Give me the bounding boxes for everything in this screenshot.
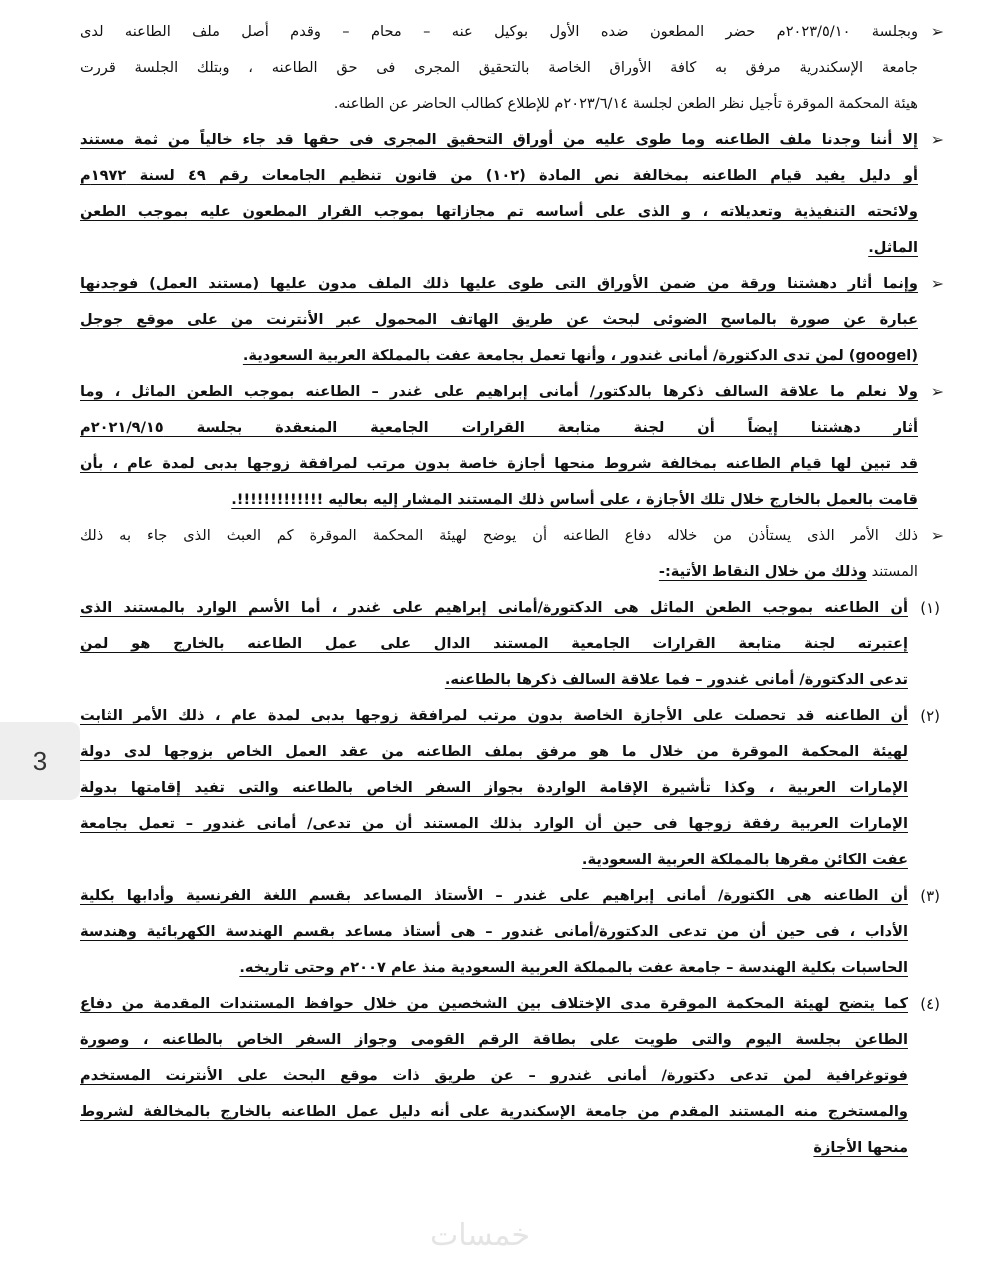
page-number-tab[interactable] xyxy=(0,722,80,800)
arrow-bullet-icon: ➢ xyxy=(930,130,944,149)
arrow-bullet-icon: ➢ xyxy=(930,22,944,41)
text-line xyxy=(80,302,918,338)
point-number: (١) xyxy=(920,599,940,617)
text-line xyxy=(80,698,908,734)
text-line xyxy=(80,158,918,194)
bullet-paragraph xyxy=(80,266,944,374)
line-text: ذلك الأمر الذى يستأذن من خلاله دفاع الطاعنه أن يوضح لهيئة المحكمة الموقرة كم العبث الذى جاء به ذلك xyxy=(80,527,918,544)
text-line xyxy=(80,1058,908,1094)
line-text: ولا نعلم ما علاقة السالف ذكرها بالدكتور/ أمانى إبراهيم على غندر – الطاعنه بموجب الطعن الماثل ، وما xyxy=(80,383,918,400)
watermark-logo: خمسات xyxy=(430,1218,531,1253)
line-text: تدعى الدكتورة/ أمانى غندور – فما علاقة السالف ذكرها بالطاعنه. xyxy=(444,671,908,688)
line-text: عفت الكائن مقرها بالمملكة العربية السعودية. xyxy=(581,851,908,868)
line-text: فوتوغرافية لمن تدعى دكتورة/ أمانى غندرو – عن طريق ذات موقع البحث على الأنترنت المستخدم xyxy=(80,1067,908,1084)
line-text: كما يتضح لهيئة المحكمة الموقرة مدى الإختلاف بين الشخصين من خلال حوافظ المستندات المقدمة من دفاع xyxy=(80,995,908,1012)
line-text: أن الطاعنه قد تحصلت على الأجازة الخاصة بدون مرتب لمرافقة زوجها بدبى لمدة عام ، ذلك الأمر الثابت xyxy=(80,707,908,724)
point-number: (٢) xyxy=(920,707,940,725)
line-text: قد تبين لها قيام الطاعنه بمخالفة شروط منحها أجازة خاصة بدون مرتب لمرافقة زوجها بدبى لمدة عام ، بأن xyxy=(80,455,918,472)
line-text: ولائحته التنفيذية وتعديلاته ، و الذى على أساسه تم مجازاتها بموجب القرار المطعون عليه بموجب الطعن xyxy=(80,203,918,220)
text-line xyxy=(80,950,908,986)
line-text: إلا أننا وجدنا ملف الطاعنه وما طوى عليه من أوراق التحقيق المجرى فى حقها قد جاء خالياً من ثمة مستند xyxy=(80,131,918,148)
text-line xyxy=(80,194,918,230)
line-text: قامت بالعمل بالخارج خلال تلك الأجازة ، على أساس ذلك المستند المشار إليه بعاليه !!!!!!!!!!!!!. xyxy=(231,491,918,508)
text-line xyxy=(80,86,918,122)
line-text: أثار دهشتنا إيضاً أن لجنة متابعة القرارات الجامعية المنعقدة بجلسة ٢٠٢١/٩/١٥م xyxy=(80,419,918,436)
numbered-point xyxy=(80,590,940,698)
line-text: وبجلسة ٢٠٢٣/٥/١٠م حضر المطعون ضده الأول بوكيل عنه – محام – وقدم أصل ملف الطاعنه لدى xyxy=(80,23,918,40)
bullet-paragraph xyxy=(80,122,944,266)
line-text: الأداب ، فى حين أن من تدعى الدكتورة/أمانى غندور – هى أستاذ مساعد بقسم الهندسة الكهربائية وهندسة xyxy=(80,923,908,940)
line-text: أو دليل يفيد قيام الطاعنه بمخالفة نص المادة (١٠٢) من قانون تنظيم الجامعات رقم ٤٩ لسنة ١٩٧٢م xyxy=(80,167,918,184)
text-line xyxy=(80,446,918,482)
line-text: هيئة المحكمة الموقرة تأجيل نظر الطعن لجلسة ٢٠٢٣/٦/١٤م للإطلاع كطالب الحاضر عن الطاعنه. xyxy=(333,95,918,112)
text-line xyxy=(80,50,918,86)
emphasized-text: وذلك من خلال النقاط الأتية:- xyxy=(658,563,867,580)
text-line xyxy=(80,770,908,806)
bullet-paragraph xyxy=(80,14,944,122)
text-line xyxy=(80,338,918,374)
text-line xyxy=(80,14,918,50)
line-text: (googel) لمن تدى الدكتورة/ أمانى غندور ، وأنها تعمل بجامعة عفت بالمملكة العربية السعودية. xyxy=(242,347,918,364)
line-text: إعتبرته لجنة متابعة القرارات الجامعية المستند الدال على عمل الطاعنه بالخارج هو لمن xyxy=(80,635,908,652)
line-text: لهيئة المحكمة الموقرة من خلال ما هو مرفق بملف الطاعنه من عقد العمل الخاص بزوجها لدى دولة xyxy=(80,743,908,760)
arrow-bullet-icon: ➢ xyxy=(930,382,944,401)
bullet-paragraph xyxy=(80,374,944,518)
text-line xyxy=(80,266,918,302)
text-line xyxy=(80,230,918,266)
text-line xyxy=(80,518,918,554)
text-line xyxy=(80,122,918,158)
text-line xyxy=(80,410,918,446)
text-line xyxy=(80,590,908,626)
line-text: الإمارات العربية رفقة زوجها فى حين أن الوارد بذلك المستند أن من تدعى/ أمانى غندور – تعمل بجامعة xyxy=(80,815,908,832)
line-text: الإمارات العربية ، وكذا تأشيرة الإقامة الواردة بجواز السفر الخاص بالطاعنه والتى تفيد إقامتها بدولة xyxy=(80,779,908,796)
document-body xyxy=(80,14,944,1166)
line-text: أن الطاعنه هى الكتورة/ أمانى إبراهيم على غندر – الأستاذ المساعد بقسم اللغة الفرنسية وأدابها بكلية xyxy=(80,887,908,904)
line-text: والمستخرج منه المستند المقدم من جامعة الإسكندرية على أنه دليل عمل الطاعنه بالخارج بالمخالفة لشروط xyxy=(80,1103,908,1120)
arrow-bullet-icon: ➢ xyxy=(930,274,944,293)
bullet-paragraph xyxy=(80,518,944,590)
text-line xyxy=(80,734,908,770)
text-line xyxy=(80,1094,908,1130)
page-number: 3 xyxy=(32,745,48,776)
text-line xyxy=(80,554,918,590)
text-line xyxy=(80,1130,908,1166)
point-number: (٤) xyxy=(920,995,940,1013)
text-line xyxy=(80,1022,908,1058)
line-text: جامعة الإسكندرية مرفق به كافة الأوراق الخاصة بالتحقيق المجرى فى حق الطاعنه ، وبتلك الجلسة قررت xyxy=(80,59,918,76)
line-text: المستند xyxy=(871,563,918,580)
arrow-bullet-icon: ➢ xyxy=(930,526,944,545)
text-line xyxy=(80,986,908,1022)
text-line xyxy=(80,374,918,410)
text-line xyxy=(80,662,908,698)
line-text: الحاسبات بكلية الهندسة – جامعة عفت بالمملكة العربية السعودية منذ عام ٢٠٠٧م وحتى تاريخه. xyxy=(239,959,908,976)
numbered-point xyxy=(80,698,940,878)
line-text: أن الطاعنه بموجب الطعن الماثل هى الدكتورة/أمانى إبراهيم على غندر ، أما الأسم الوارد بالمستند الذى xyxy=(80,599,908,616)
point-number: (٣) xyxy=(920,887,940,905)
line-text: منحها الأجازة xyxy=(813,1139,908,1156)
text-line xyxy=(80,842,908,878)
text-line xyxy=(80,482,918,518)
line-text: عبارة عن صورة بالماسح الضوئى لبحث عن طريق الهاتف المحمول عبر الأنترنت من على موقع جوجل xyxy=(80,311,918,328)
text-line xyxy=(80,806,908,842)
text-line xyxy=(80,626,908,662)
line-text: وإنما أثار دهشتنا ورقة من ضمن الأوراق التى طوى عليها ذلك الملف مدون عليها (مستند العمل) فوجدنها xyxy=(80,275,918,292)
text-line xyxy=(80,914,908,950)
line-text: الطاعن بجلسة اليوم والتى طويت على بطاقة الرقم القومى وجواز السفر الخاص بالطاعنه ، وصورة xyxy=(80,1031,908,1048)
numbered-point xyxy=(80,878,940,986)
line-text: الماثل. xyxy=(868,239,918,256)
numbered-point xyxy=(80,986,940,1166)
text-line xyxy=(80,878,908,914)
